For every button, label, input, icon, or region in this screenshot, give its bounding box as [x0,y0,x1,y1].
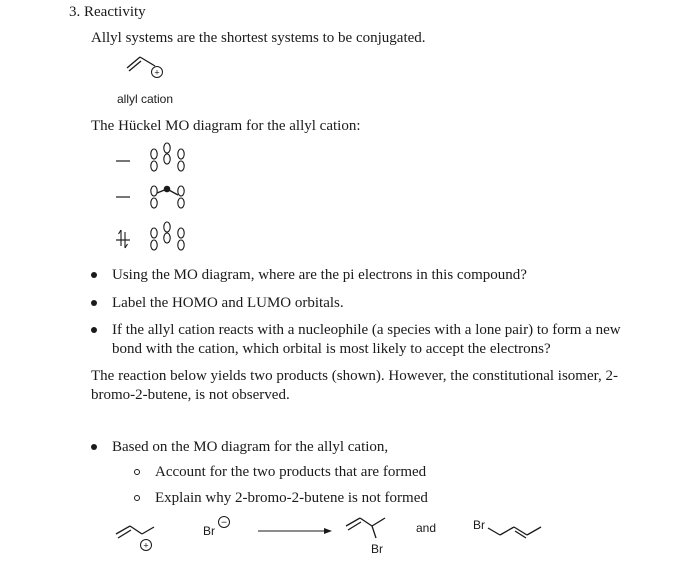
p-orbital-c3 [178,149,184,171]
bullet-marker [91,272,97,278]
intro-text: Allyl systems are the shortest systems to be conjugated. [91,30,426,46]
reaction-arrow [256,525,336,537]
reactant-cation-structure [112,518,172,558]
negative-charge-icon [217,515,231,529]
question-nucleophile-line2: bond with the cation, which orbital is most likely to accept the electrons? [112,341,551,357]
p-orbital-c1 [151,186,157,208]
mo-level-psi1 [112,224,212,254]
and-text: and [416,521,437,535]
svg-text:−: − [221,517,227,529]
positive-charge-symbol: + [143,540,149,551]
section-heading: 3. Reactivity [69,4,146,20]
question-nucleophile-line1: If the allyl cation reacts with a nucleophile (a species with a lone pair) to form a new [112,322,621,338]
p-orbital-c3 [178,186,184,208]
mo-level-psi3 [112,146,212,176]
p-orbital-c2 [164,143,170,164]
question-pi-electrons: Using the MO diagram, where are the pi electrons in this compound? [112,267,527,283]
mo-diagram-intro: The Hückel MO diagram for the allyl cation: [91,118,361,134]
p-orbital-c1 [151,149,157,171]
sub-bullet-marker [134,469,140,475]
mo-level-psi2 [112,183,212,213]
question-mo-based: Based on the MO diagram for the allyl cation, [112,439,389,455]
product2-structure [486,520,566,550]
product1-bromine-label: Br [371,542,383,556]
node-c2 [157,186,178,195]
reaction-text-line2: bromo-2-butene, is not observed. [91,387,290,403]
question-homo-lumo: Label the HOMO and LUMO orbitals. [112,295,344,311]
bullet-marker [91,444,97,450]
reaction-text-line1: The reaction below yields two products (shown). However, the constitutional isomer, 2- [91,368,619,384]
bullet-marker [91,300,97,306]
bullet-marker [91,327,97,333]
p-orbital-c1 [151,228,157,250]
sub-question-explain: Explain why 2-bromo-2-butene is not formed [155,490,428,506]
positive-charge-symbol: + [154,67,160,78]
sub-bullet-marker [134,495,140,501]
p-orbital-c2 [164,222,170,243]
allyl-cation-structure [120,52,180,82]
product2-bromine-label: Br [473,518,485,532]
sub-question-account: Account for the two products that are formed [155,464,427,480]
allyl-cation-label: allyl cation [117,92,174,106]
bromide-label: Br [203,524,215,538]
electron-pair-icon [116,230,130,248]
p-orbital-c3 [178,228,184,250]
